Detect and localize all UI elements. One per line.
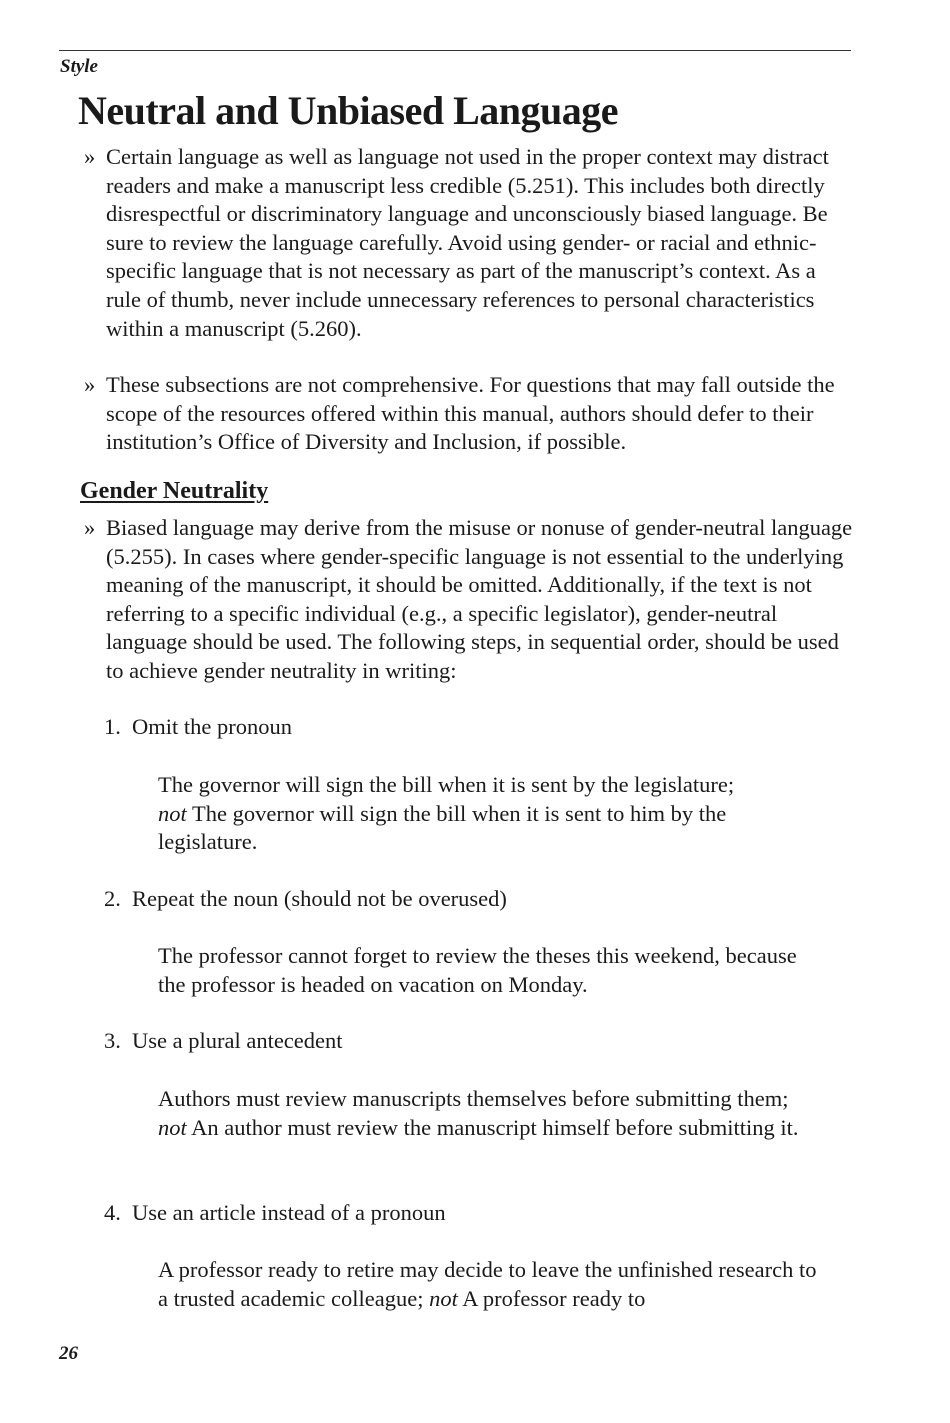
- bullet-marker: »: [84, 515, 96, 540]
- example-text: Authors must review manuscripts themselves before submitting them;: [158, 1086, 789, 1111]
- gender-paragraph-text: Biased language may derive from the misuse or nonuse of gender-neutral language (5.255). In cases where gender-specific language is not essential to the underlying meaning of the manuscript, it should be omitted. Additionally, if the text is not referring to a specific individual (e.g., a specific legislator), gender-neutral language should be used. The following steps, in sequential order, should be used to achieve gender neutrality in writing:: [106, 515, 853, 683]
- section-title: Neutral and Unbiased Language: [78, 88, 619, 133]
- step-1: [104, 713, 292, 742]
- intro-paragraph-2-text: These subsections are not comprehensive. For questions that may fall outside the scope of the resources offered within this manual, authors should defer to their institution’s Office of Diversity and Inclusion, if possible.: [106, 372, 835, 455]
- intro-paragraph-1: [84, 143, 856, 343]
- gender-neutrality-heading: Gender Neutrality: [80, 478, 269, 504]
- not-label: not: [158, 1114, 187, 1140]
- step-label: Repeat the noun (should not be overused): [132, 886, 507, 911]
- step-number: 4.: [104, 1200, 121, 1225]
- running-head: Style: [60, 56, 98, 77]
- step-number: 1.: [104, 714, 121, 739]
- intro-paragraph-1-text: Certain language as well as language not used in the proper context may distract readers and make a manuscript less credible (5.251). This includes both directly disrespectful or discriminatory language and unconsciously biased language. Be sure to review the language carefully. Avoid using gender- or racial and ethnic-specific language that is not necessary as part of the manuscript’s context. As a rule of thumb, never include unnecessary references to personal characteristics within a manuscript (5.260).: [106, 144, 829, 341]
- step-1-example: [158, 771, 818, 857]
- step-4-example: [158, 1256, 818, 1313]
- step-2: [104, 885, 507, 914]
- bullet-marker: »: [84, 144, 96, 169]
- step-number: 3.: [104, 1028, 121, 1053]
- not-label: not: [429, 1285, 458, 1311]
- not-label: not: [158, 800, 187, 826]
- gender-paragraph: [84, 514, 856, 686]
- example-alt-text: The governor will sign the bill when it is sent to him by the legislature.: [158, 800, 727, 855]
- example-text: The governor will sign the bill when it is sent by the legislature;: [158, 772, 735, 797]
- step-3: [104, 1027, 343, 1056]
- header-rule: [59, 50, 851, 51]
- step-label: Use a plural antecedent: [132, 1028, 343, 1053]
- step-label: Omit the pronoun: [132, 714, 292, 739]
- step-label: Use an article instead of a pronoun: [132, 1200, 446, 1225]
- step-3-example: [158, 1085, 818, 1142]
- page-number: 26: [59, 1343, 78, 1364]
- step-number: 2.: [104, 886, 121, 911]
- step-4: [104, 1199, 446, 1228]
- step-2-example: [158, 942, 818, 999]
- example-alt-text: A professor ready to: [462, 1285, 646, 1311]
- bullet-marker: »: [84, 372, 96, 397]
- example-text: A professor ready to retire may decide to leave the unfinished research to a trusted academic colleague;: [158, 1257, 817, 1311]
- intro-paragraph-2: [84, 371, 856, 457]
- example-alt-text: An author must review the manuscript himself before submitting it.: [191, 1114, 799, 1140]
- example-text: The professor cannot forget to review the theses this weekend, because the professor is headed on vacation on Monday.: [158, 943, 797, 997]
